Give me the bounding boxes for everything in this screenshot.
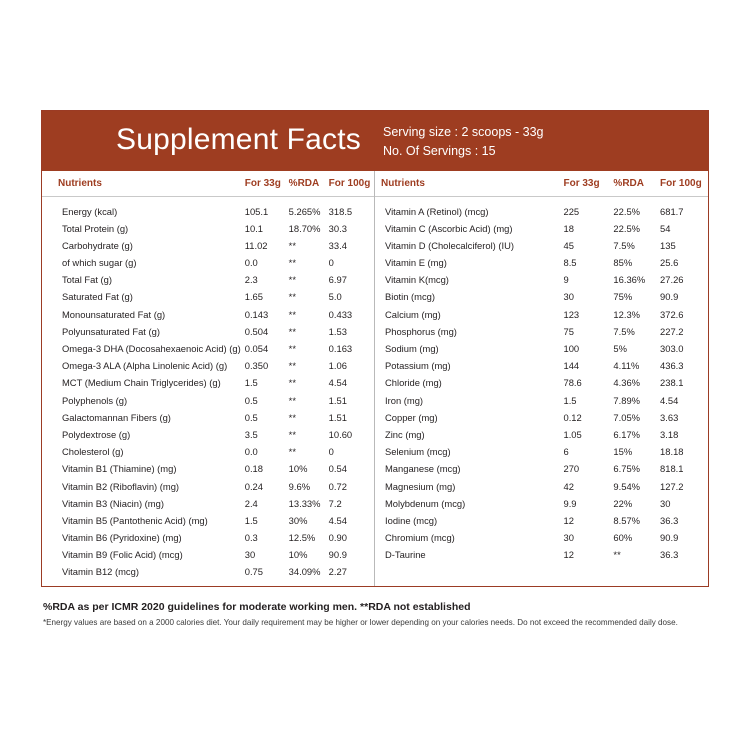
table-row xyxy=(375,512,708,529)
value-for-33g: 30 xyxy=(563,291,574,303)
rda-note: %RDA as per ICMR 2020 guidelines for moderate working men. **RDA not established xyxy=(43,601,471,613)
nutrient-name: Vitamin D (Cholecalciferol) (IU) xyxy=(385,239,515,251)
nutrient-name: Sodium (mg) xyxy=(385,343,439,354)
value-for-33g: 1.5 xyxy=(244,377,258,389)
value-for-33g: 0.12 xyxy=(563,411,582,423)
column-header-nutrients: Nutrients xyxy=(375,171,561,197)
column-header-for-100g: For 100g xyxy=(327,171,374,197)
nutrient-name: Iron (mg) xyxy=(385,394,424,406)
value-for-33g: 0.054 xyxy=(244,343,269,354)
value-rda: 9.6% xyxy=(288,480,311,492)
nutrient-name: Vitamin B5 (Pantothenic Acid) (mg) xyxy=(62,514,208,526)
table-row xyxy=(375,323,708,340)
column-header-nutrients: Nutrients xyxy=(42,171,243,197)
value-for-33g: 42 xyxy=(563,480,574,492)
value-for-100g: 681.7 xyxy=(660,205,684,217)
table-row xyxy=(375,196,708,220)
value-for-33g: 1.5 xyxy=(563,394,577,406)
value-rda: ** xyxy=(288,428,296,440)
nutrition-tables xyxy=(42,171,708,587)
value-for-100g: 30 xyxy=(660,497,671,509)
value-for-33g: 3.5 xyxy=(244,428,258,440)
nutrient-name: D-Taurine xyxy=(385,549,426,561)
value-rda: 13.33% xyxy=(288,497,321,509)
nutrient-name: Selenium (mcg) xyxy=(385,446,451,458)
value-for-100g: 238.1 xyxy=(660,377,684,389)
nutrient-name: Calcium (mg) xyxy=(385,308,441,320)
nutrient-name: Total Protein (g) xyxy=(62,222,129,234)
table-row xyxy=(375,374,708,391)
value-for-100g: 0.90 xyxy=(328,532,347,544)
nutrient-name: Total Fat (g) xyxy=(62,274,113,286)
value-for-33g: 10.1 xyxy=(244,222,263,234)
table-row xyxy=(42,220,374,237)
table-header-row xyxy=(42,171,374,197)
value-for-100g: 227.2 xyxy=(660,325,684,337)
nutrient-name: Vitamin B9 (Folic Acid) (mcg) xyxy=(62,549,183,561)
value-for-100g: 30.3 xyxy=(328,222,347,234)
value-for-100g: 7.2 xyxy=(328,497,342,509)
nutrient-name: Vitamin B6 (Pyridoxine) (mg) xyxy=(62,532,182,544)
table-row xyxy=(42,357,374,374)
value-for-33g: 1.5 xyxy=(244,514,258,526)
table-row xyxy=(42,340,374,357)
value-for-33g: 11.02 xyxy=(244,239,268,251)
value-for-100g: 3.63 xyxy=(660,411,679,423)
table-row xyxy=(375,426,708,443)
table-row xyxy=(375,220,708,237)
value-for-100g: 10.60 xyxy=(328,428,353,440)
value-rda: 5.265% xyxy=(288,205,321,217)
value-for-33g: 30 xyxy=(563,532,574,544)
right-table-body xyxy=(375,196,708,569)
value-for-33g: 0.24 xyxy=(244,480,263,492)
value-rda: 7.5% xyxy=(613,325,635,337)
nutrient-name: Manganese (mcg) xyxy=(385,463,461,475)
table-row xyxy=(375,409,708,426)
table-row xyxy=(375,495,708,512)
value-rda: 9.54% xyxy=(613,480,641,492)
left-table-body xyxy=(42,196,374,586)
value-rda: 7.5% xyxy=(613,239,635,251)
nutrient-name: Vitamin K(mcg) xyxy=(385,274,449,286)
value-for-33g: 0.18 xyxy=(244,463,263,475)
table-row xyxy=(42,196,374,220)
table-row xyxy=(375,288,708,305)
value-rda: ** xyxy=(288,257,296,269)
nutrient-name: Chloride (mg) xyxy=(385,377,442,389)
serving-size: Serving size : 2 scoops - 33g xyxy=(383,125,544,139)
value-for-33g: 225 xyxy=(563,205,580,217)
value-for-100g: 818.1 xyxy=(660,463,684,475)
value-rda: ** xyxy=(288,325,296,337)
nutrient-name: Zinc (mg) xyxy=(385,428,425,440)
table-row xyxy=(42,374,374,391)
table-row xyxy=(42,512,374,529)
value-for-100g: 1.51 xyxy=(328,411,347,423)
table-row xyxy=(375,391,708,408)
nutrient-name: Galactomannan Fibers (g) xyxy=(62,411,171,423)
value-for-33g: 8.5 xyxy=(563,257,577,269)
table-row xyxy=(42,288,374,305)
value-for-100g: 36.3 xyxy=(660,514,679,526)
column-header-for-100g: For 100g xyxy=(658,171,708,197)
value-rda: 10% xyxy=(288,549,308,561)
nutrient-name: Polyphenols (g) xyxy=(62,394,128,406)
nutrient-name: Vitamin E (mg) xyxy=(385,257,447,269)
nutrient-name: Polyunsaturated Fat (g) xyxy=(62,325,160,337)
value-for-33g: 144 xyxy=(563,360,580,372)
value-rda: ** xyxy=(288,360,296,372)
nutrient-name: Vitamin B2 (Riboflavin) (mg) xyxy=(62,480,180,492)
table-row xyxy=(375,443,708,460)
value-for-33g: 0.350 xyxy=(244,360,269,372)
value-rda: ** xyxy=(288,274,296,286)
nutrient-name: Saturated Fat (g) xyxy=(62,291,133,303)
value-for-33g: 1.05 xyxy=(563,428,582,440)
table-row xyxy=(42,391,374,408)
value-rda: 8.57% xyxy=(613,514,641,526)
value-for-100g: 90.9 xyxy=(660,291,679,303)
nutrient-name: MCT (Medium Chain Triglycerides) (g) xyxy=(62,377,221,389)
value-for-33g: 0.0 xyxy=(244,446,258,458)
nutrient-name: Molybdenum (mcg) xyxy=(385,497,466,509)
table-row xyxy=(42,477,374,494)
value-rda: 4.11% xyxy=(613,360,640,372)
table-row xyxy=(42,271,374,288)
value-for-100g: 0 xyxy=(328,446,334,458)
table-row xyxy=(42,460,374,477)
value-rda: 16.36% xyxy=(613,274,646,286)
value-for-33g: 105.1 xyxy=(244,205,269,217)
value-for-33g: 0.5 xyxy=(244,411,258,423)
table-row xyxy=(42,254,374,271)
table-row xyxy=(375,529,708,546)
nutrient-name: Polydextrose (g) xyxy=(62,428,131,440)
nutrient-name: Monounsaturated Fat (g) xyxy=(62,308,166,320)
nutrient-name: Chromium (mcg) xyxy=(385,532,455,544)
nutrient-name: Vitamin B1 (Thiamine) (mg) xyxy=(62,463,177,475)
value-for-100g: 303.0 xyxy=(660,343,684,354)
value-for-33g: 30 xyxy=(244,549,256,561)
value-for-100g: 0.433 xyxy=(328,308,353,320)
panel-header xyxy=(42,111,708,171)
energy-note: *Energy values are based on a 2000 calories diet. Your daily requirement may be higher or lower depending on your calories needs. Do not exceed the recommended daily dose. xyxy=(43,618,678,627)
nutrition-table-right xyxy=(375,171,708,587)
value-rda: ** xyxy=(288,343,296,354)
value-for-100g: 1.53 xyxy=(328,325,347,337)
value-rda: 12.5% xyxy=(288,532,316,544)
value-rda: 22% xyxy=(613,497,633,509)
value-rda: 4.36% xyxy=(613,377,641,389)
table-row xyxy=(375,460,708,477)
value-for-100g: 18.18 xyxy=(660,446,684,458)
nutrient-name: Energy (kcal) xyxy=(62,205,118,217)
value-rda: 15% xyxy=(613,446,633,458)
number-of-servings: No. Of Servings : 15 xyxy=(383,143,496,158)
nutrient-name: Phosphorus (mg) xyxy=(385,325,457,337)
nutrient-name: Copper (mg) xyxy=(385,411,438,423)
value-for-100g: 90.9 xyxy=(328,549,347,561)
table-header-row xyxy=(375,171,708,197)
table-row xyxy=(375,340,708,357)
table-row xyxy=(42,495,374,512)
value-for-100g: 135 xyxy=(660,239,676,251)
value-for-100g: 4.54 xyxy=(328,514,347,526)
value-for-100g: 318.5 xyxy=(328,205,353,217)
table-row xyxy=(42,529,374,546)
value-for-33g: 12 xyxy=(563,514,574,526)
value-for-33g: 2.4 xyxy=(244,497,258,509)
value-for-100g: 6.97 xyxy=(328,274,347,286)
nutrient-name: Vitamin B3 (Niacin) (mg) xyxy=(62,497,164,509)
value-rda: ** xyxy=(288,239,296,251)
table-row xyxy=(42,563,374,586)
value-for-100g: 127.2 xyxy=(660,480,684,492)
table-row xyxy=(42,409,374,426)
value-rda: 18.70% xyxy=(288,222,321,234)
table-row xyxy=(42,306,374,323)
value-rda: 30% xyxy=(288,514,308,526)
value-rda: 12.3% xyxy=(613,308,641,320)
nutrient-name: Carbohydrate (g) xyxy=(62,239,133,251)
value-for-33g: 9 xyxy=(563,274,569,286)
value-for-100g: 1.06 xyxy=(328,360,347,372)
nutrient-name: Magnesium (mg) xyxy=(385,480,456,492)
value-rda: ** xyxy=(613,549,621,561)
value-for-33g: 12 xyxy=(563,549,574,561)
value-rda: 6.17% xyxy=(613,428,641,440)
value-for-100g: 54 xyxy=(660,222,671,234)
value-for-100g: 436.3 xyxy=(660,360,684,372)
table-row xyxy=(42,323,374,340)
table-row xyxy=(375,237,708,254)
value-for-100g: 4.54 xyxy=(328,377,347,389)
value-for-33g: 0.3 xyxy=(244,532,258,544)
value-for-100g: 3.18 xyxy=(660,428,679,440)
value-rda: 7.89% xyxy=(613,394,641,406)
value-rda: ** xyxy=(288,446,296,458)
column-header-for-33g: For 33g xyxy=(243,171,287,197)
value-rda: 22.5% xyxy=(613,222,641,234)
column-header-rda: %RDA xyxy=(287,171,327,197)
value-rda: ** xyxy=(288,411,296,423)
nutrition-table-left xyxy=(42,171,375,587)
value-for-33g: 2.3 xyxy=(244,274,258,286)
table-row xyxy=(375,477,708,494)
footer-notes xyxy=(41,593,713,627)
value-rda: ** xyxy=(288,291,296,303)
value-for-100g: 36.3 xyxy=(660,549,679,561)
column-header-rda: %RDA xyxy=(611,171,658,197)
value-for-33g: 0.0 xyxy=(244,257,258,269)
table-row xyxy=(375,254,708,271)
nutrient-name: of which sugar (g) xyxy=(62,257,137,269)
table-row xyxy=(375,306,708,323)
value-rda: ** xyxy=(288,377,296,389)
value-rda: 34.09% xyxy=(288,566,321,578)
table-row xyxy=(42,426,374,443)
value-for-33g: 45 xyxy=(563,239,574,251)
value-for-33g: 123 xyxy=(563,308,580,320)
serving-info xyxy=(383,119,694,161)
nutrient-name: Vitamin C (Ascorbic Acid) (mg) xyxy=(385,222,513,234)
nutrient-name: Vitamin B12 (mcg) xyxy=(62,566,139,578)
value-for-100g: 0.163 xyxy=(328,343,353,354)
nutrient-name: Iodine (mcg) xyxy=(385,514,438,526)
table-row xyxy=(375,357,708,374)
value-for-100g: 0.72 xyxy=(328,480,347,492)
value-for-33g: 0.75 xyxy=(244,566,263,578)
value-for-100g: 33.4 xyxy=(328,239,347,251)
value-for-100g: 1.51 xyxy=(328,394,347,406)
value-for-33g: 0.504 xyxy=(244,325,269,337)
value-rda: ** xyxy=(288,308,296,320)
value-rda: 60% xyxy=(613,532,633,544)
nutrient-name: Omega-3 ALA (Alpha Linolenic Acid) (g) xyxy=(62,360,228,372)
table-row xyxy=(42,443,374,460)
value-for-100g: 25.6 xyxy=(660,257,679,269)
value-rda: 6.75% xyxy=(613,463,641,475)
value-rda: 7.05% xyxy=(613,411,641,423)
value-for-100g: 27.26 xyxy=(660,274,684,286)
nutrient-name: Cholesterol (g) xyxy=(62,446,124,458)
value-for-100g: 90.9 xyxy=(660,532,679,544)
table-row xyxy=(375,271,708,288)
column-header-for-33g: For 33g xyxy=(561,171,611,197)
value-for-33g: 75 xyxy=(563,325,574,337)
value-for-33g: 9.9 xyxy=(563,497,577,509)
value-for-100g: 5.0 xyxy=(328,291,342,303)
value-rda: 5% xyxy=(613,343,627,354)
value-for-33g: 6 xyxy=(563,446,569,458)
value-for-33g: 270 xyxy=(563,463,580,475)
value-rda: 85% xyxy=(613,257,633,269)
value-for-33g: 100 xyxy=(563,343,580,354)
value-for-100g: 372.6 xyxy=(660,308,684,320)
value-for-33g: 0.5 xyxy=(244,394,258,406)
value-for-100g: 4.54 xyxy=(660,394,679,406)
value-for-100g: 2.27 xyxy=(328,566,347,578)
value-for-33g: 18 xyxy=(563,222,574,234)
table-row xyxy=(375,546,708,569)
table-row xyxy=(42,546,374,563)
value-for-33g: 1.65 xyxy=(244,291,263,303)
value-rda: 75% xyxy=(613,291,633,303)
value-for-33g: 0.143 xyxy=(244,308,269,320)
nutrient-name: Potassium (mg) xyxy=(385,360,451,372)
page-title: Supplement Facts xyxy=(116,122,361,156)
value-rda: ** xyxy=(288,394,296,406)
nutrient-name: Vitamin A (Retinol) (mcg) xyxy=(385,205,489,217)
supplement-facts-panel xyxy=(41,110,709,587)
value-rda: 10% xyxy=(288,463,308,475)
nutrient-name: Biotin (mcg) xyxy=(385,291,436,303)
value-for-33g: 78.6 xyxy=(563,377,582,389)
value-for-100g: 0 xyxy=(328,257,334,269)
table-row xyxy=(42,237,374,254)
value-rda: 22.5% xyxy=(613,205,641,217)
value-for-100g: 0.54 xyxy=(328,463,347,475)
nutrient-name: Omega-3 DHA (Docosahexaenoic Acid) (g) xyxy=(62,343,241,354)
